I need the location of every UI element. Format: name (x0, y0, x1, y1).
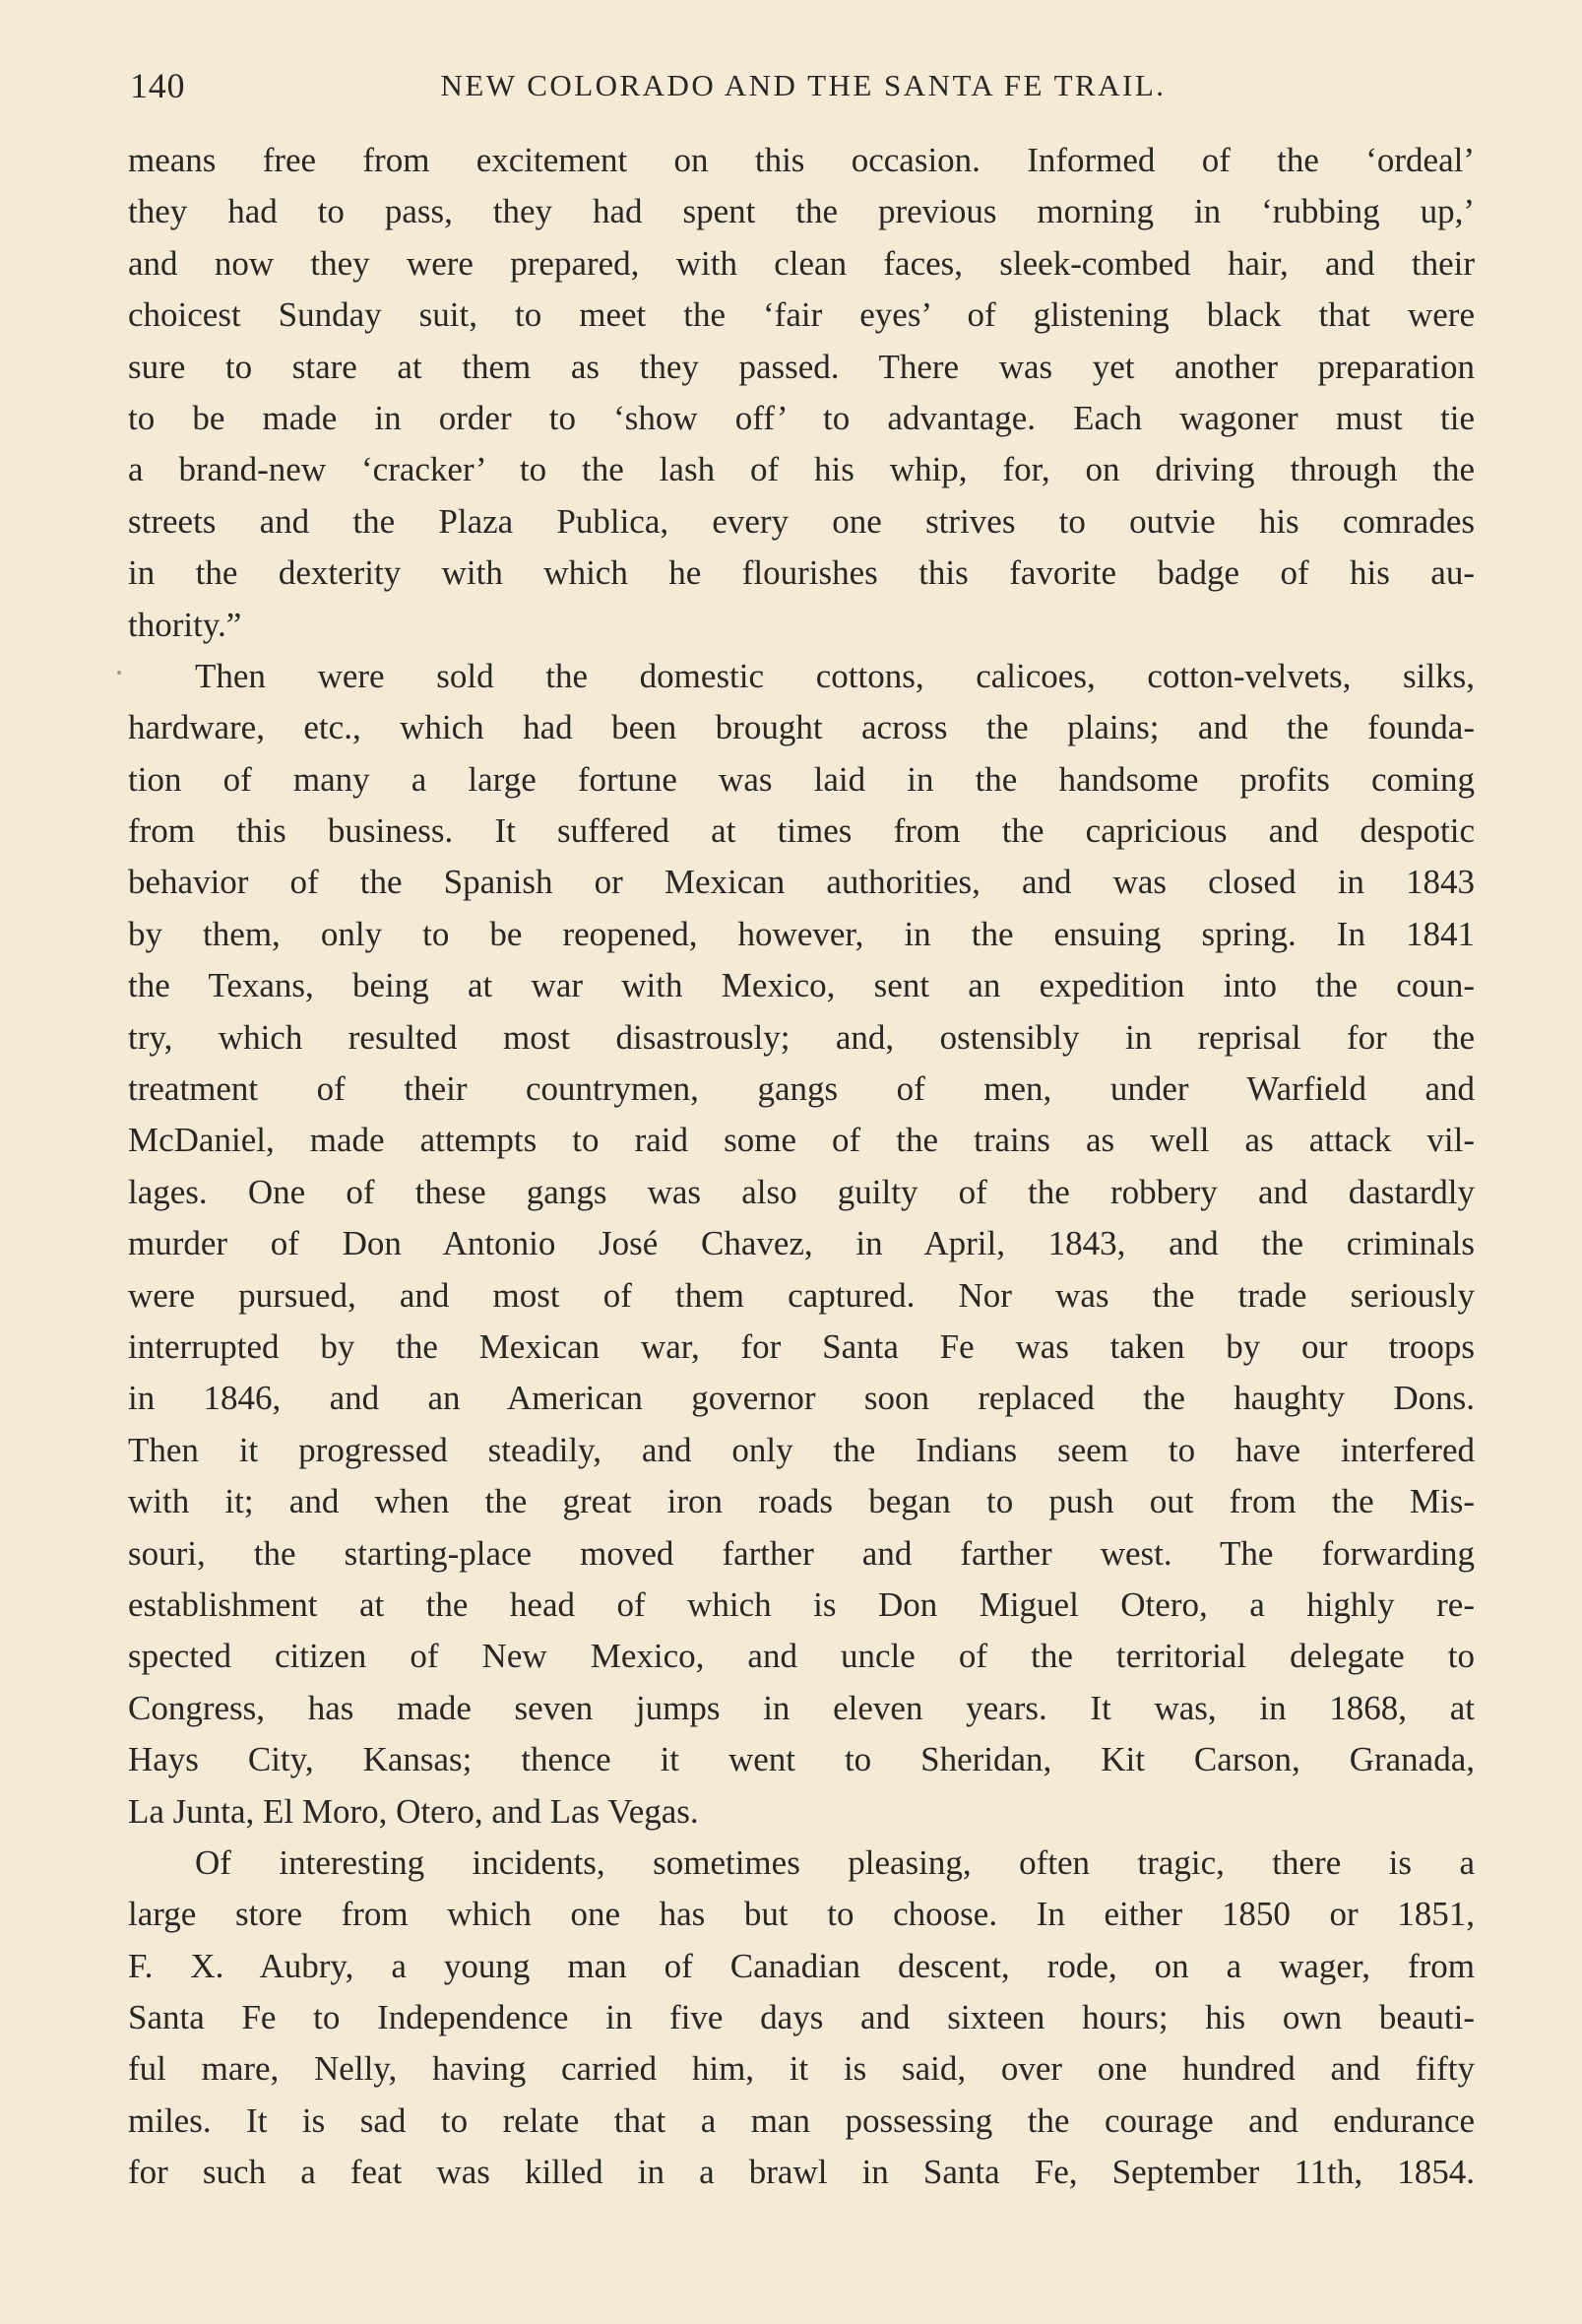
text-line: in 1846, and an American governor soon replaced the haughty Dons. (128, 1379, 1475, 1418)
text-line: miles. It is sad to relate that a man possessing the courage and endurance (128, 2100, 1475, 2140)
text-line: the Texans, being at war with Mexico, sent an expedition into the coun- (128, 966, 1475, 1005)
text-line: Then it progressed steadily, and only the Indians seem to have interfered (128, 1430, 1475, 1469)
text-line: streets and the Plaza Publica, every one strives to outvie his comrades (128, 501, 1475, 541)
text-line: large store from which one has but to choose. In either 1850 or 1851, (128, 1895, 1475, 1934)
text-line: Hays City, Kansas; thence it went to Sheridan, Kit Carson, Granada, (128, 1740, 1475, 1779)
page-header (130, 61, 1477, 110)
text-line: lages. One of these gangs was also guilty of the robbery and dastardly (128, 1172, 1475, 1211)
paragraph-first-line: Then were sold the domestic cottons, calicoes, cotton-velvets, silks, (195, 656, 1475, 695)
text-line: from this business. It suffered at times from the capricious and despotic (128, 811, 1475, 851)
text-line: F. X. Aubry, a young man of Canadian descent, rode, on a wager, from (128, 1946, 1475, 1985)
text-line: McDaniel, made attempts to raid some of the trains as well as attack vil- (128, 1121, 1475, 1160)
text-line: with it; and when the great iron roads began to push out from the Mis- (128, 1482, 1475, 1521)
text-line: for such a feat was killed in a brawl in Santa Fe, September 11th, 1854. (128, 2153, 1475, 2192)
text-line: Congress, has made seven jumps in eleven years. It was, in 1868, at (128, 1688, 1475, 1727)
text-line: hardware, etc., which had been brought across the plains; and the founda- (128, 708, 1475, 747)
body-text (128, 135, 1475, 2199)
text-line: by them, only to be reopened, however, in the ensuing spring. In 1841 (128, 914, 1475, 953)
text-line: sure to stare at them as they passed. There was yet another preparation (128, 347, 1475, 386)
page-number: 140 (130, 66, 186, 105)
text-line: a brand-new ‘cracker’ to the lash of his whip, for, on driving through the (128, 450, 1475, 489)
text-line: ful mare, Nelly, having carried him, it is said, over one hundred and fifty (128, 2049, 1475, 2089)
text-line: thority.” (128, 605, 242, 644)
text-line: interrupted by the Mexican war, for Santa Fe was taken by our troops (128, 1326, 1475, 1366)
text-line: behavior of the Spanish or Mexican authorities, and was closed in 1843 (128, 863, 1475, 902)
text-line: means free from excitement on this occasion. Informed of the ‘ordeal’ (128, 141, 1475, 179)
text-line: choicest Sunday suit, to meet the ‘fair eyes’ of glistening black that were (128, 295, 1475, 335)
text-line: Santa Fe to Independence in five days and sixteen hours; his own beauti- (128, 1998, 1475, 2037)
text-line: murder of Don Antonio José Chavez, in April, 1843, and the criminals (128, 1224, 1475, 1263)
text-line: and now they were prepared, with clean faces, sleek-combed hair, and their (128, 243, 1475, 283)
printing-speck (117, 671, 121, 675)
paragraph-first-line: Of interesting incidents, sometimes pleasing, often tragic, there is a (195, 1842, 1475, 1882)
text-line: were pursued, and most of them captured. Nor was the trade seriously (128, 1275, 1475, 1315)
text-line: La Junta, El Moro, Otero, and Las Vegas. (128, 1791, 699, 1831)
text-line: to be made in order to ‘show off’ to advantage. Each wagoner must tie (128, 398, 1475, 437)
text-line: in the dexterity with which he flourishes this favorite badge of his au- (128, 553, 1475, 593)
text-line: try, which resulted most disastrously; and, ostensibly in reprisal for the (128, 1017, 1475, 1057)
text-line: tion of many a large fortune was laid in the handsome profits coming (128, 759, 1475, 799)
text-line: establishment at the head of which is Don Miguel Otero, a highly re- (128, 1584, 1475, 1624)
text-line: souri, the starting-place moved farther and farther west. The forwarding (128, 1533, 1475, 1573)
text-line: treatment of their countrymen, gangs of men, under Warfield and (128, 1069, 1475, 1109)
text-line: spected citizen of New Mexico, and uncle of the territorial delegate to (128, 1637, 1475, 1676)
running-head: NEW COLORADO AND THE SANTA FE TRAIL. (440, 68, 1167, 102)
text-line: they had to pass, they had spent the previous morning in ‘rubbing up,’ (128, 192, 1475, 231)
